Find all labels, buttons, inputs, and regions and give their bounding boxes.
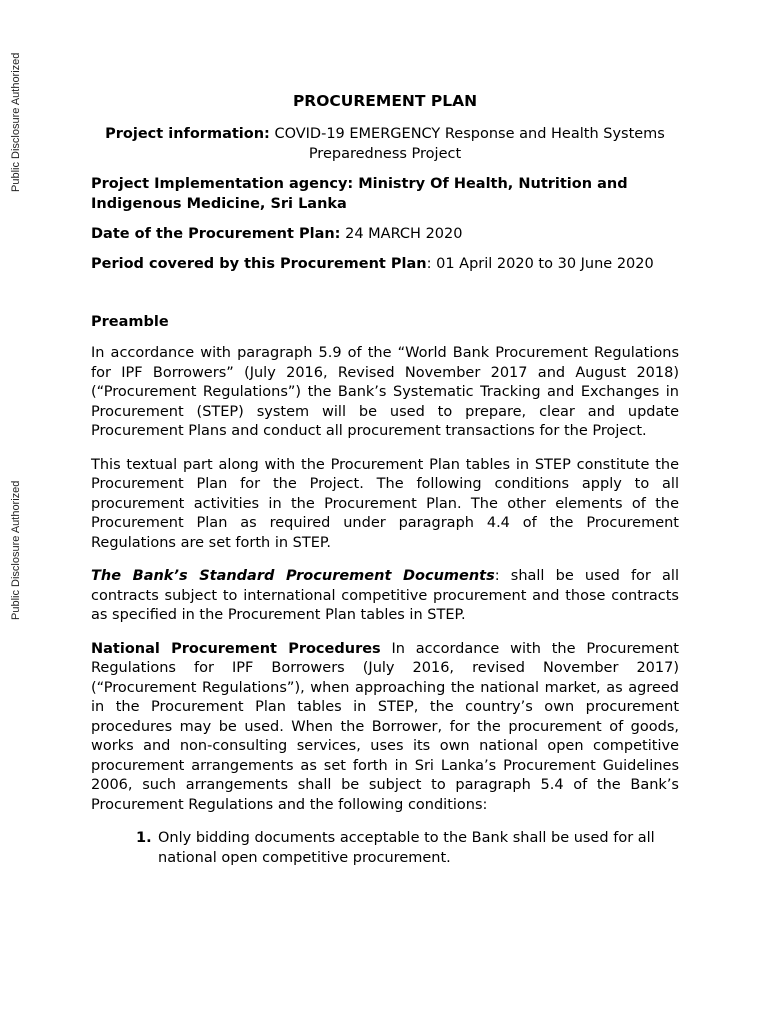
document-title: PROCUREMENT PLAN (292, 92, 478, 110)
implementation-agency (91, 174, 679, 214)
project-info-value: COVID-19 EMERGENCY Response and Health Systems Preparedness Project (269, 126, 665, 162)
national-label: National Procurement Procedures (91, 640, 381, 657)
watermark-text: Public Disclosure Authorized (10, 52, 22, 192)
project-information (91, 124, 679, 164)
list-item (136, 829, 679, 868)
preamble-paragraph-1: In accordance with paragraph 5.9 of the “World Bank Procurement Regulations for IPF Borrowers” (July 2016, Revised November 2017 and August 2018) (“Procurement Regulations”) the Bank’s Systematic Tracking and Exchanges in Procurement (STEP) system will be used to prepare, clear and update Procurement Plans and conduct all procurement transactions for the Project. (91, 345, 679, 439)
list-number: 1. (136, 830, 152, 846)
plan-date (91, 224, 679, 244)
period-covered (91, 254, 679, 274)
spd-label: The Bank’s Standard Procurement Documents (91, 568, 495, 584)
spd-text: : shall be used for all contracts subject to international competitive procurement and those contracts as specified in the Procurement Plan tables in STEP. (91, 568, 679, 623)
period-value: : 01 April 2020 to 30 June 2020 (426, 256, 654, 272)
national-text: In accordance with the Procurement Regulations for IPF Borrowers (July 2016, revised November 2017) (“Procurement Regulations”), when approaching the national market, as agreed in the Procurement Plan tables in STEP, the country’s own procurement procedures may be used. When the Borrower, for the procurement of goods, works and non-consulting services, uses its own national open competitive procurement arrangements as set forth in Sri Lanka’s Procurement Guidelines 2006, such arrangements shall be subject to paragraph 5.4 of the Bank’s Procurement Regulations and the following conditions: (91, 640, 679, 813)
standard-documents-paragraph (91, 567, 679, 626)
preamble-paragraph-2: This textual part along with the Procurement Plan tables in STEP constitute the Procurement Plan for the Project. The following conditions apply to all procurement activities in the Procurement Plan. The other elements of the Procurement Plan as required under paragraph 4.4 of the Procurement Regulations are set forth in STEP. (91, 456, 679, 551)
period-label: Period covered by this Procurement Plan (91, 256, 427, 272)
date-value: 24 MARCH 2020 (340, 226, 463, 242)
date-label: Date of the Procurement Plan: (91, 226, 341, 242)
list-text: Only bidding documents acceptable to the Bank shall be used for all national open competitive procurement. (158, 830, 655, 866)
document-page (91, 92, 679, 868)
national-procedures-paragraph (91, 640, 679, 816)
project-info-label: Project information: (105, 126, 270, 142)
watermark-text: Public Disclosure Authorized (10, 480, 22, 620)
preamble-heading: Preamble (91, 314, 169, 330)
agency-label: Project Implementation agency: Ministry Of Health, Nutrition and Indigenous Medicine, Sri Lanka (91, 176, 628, 212)
